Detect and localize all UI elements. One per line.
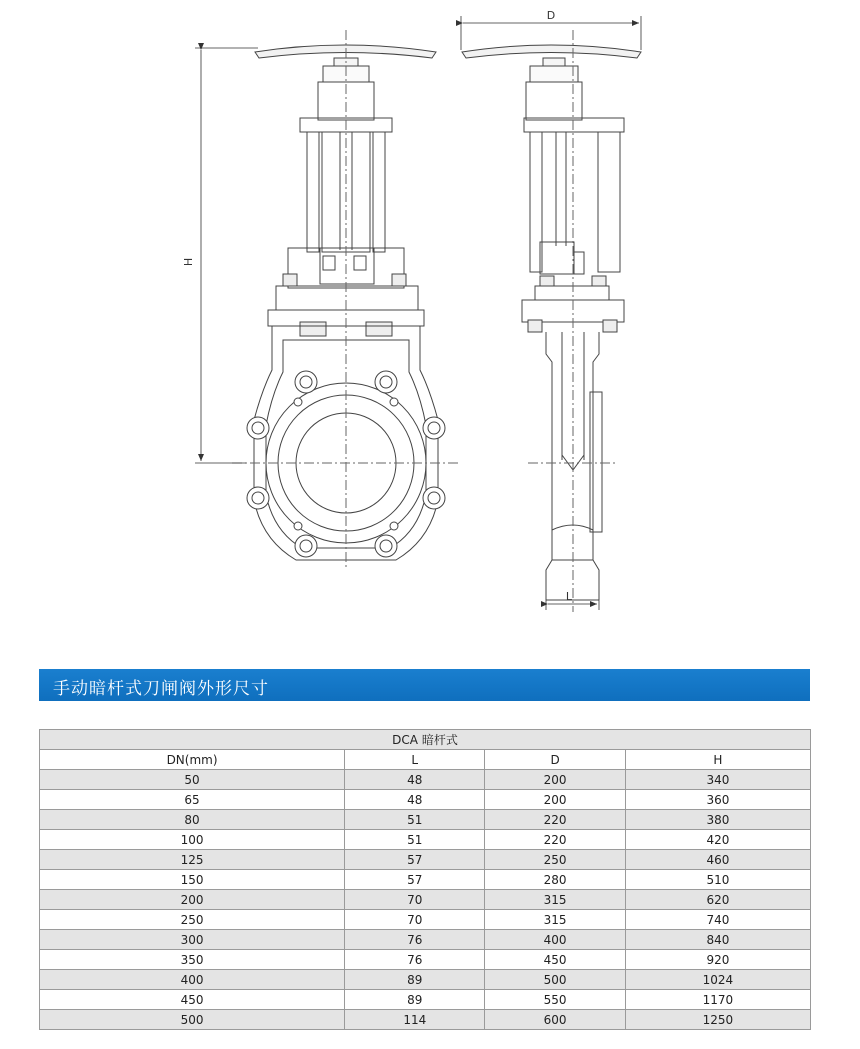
cell-h: 1250 (625, 1010, 810, 1030)
cell-l: 76 (345, 930, 485, 950)
table-row (40, 770, 811, 790)
cell-l: 76 (345, 950, 485, 970)
cell-h: 1170 (625, 990, 810, 1010)
table-header-row (40, 750, 811, 770)
cell-dn: 350 (40, 950, 345, 970)
table-row (40, 790, 811, 810)
cell-d: 220 (485, 830, 625, 850)
side-handwheel (462, 45, 641, 58)
cell-h: 340 (625, 770, 810, 790)
cell-d: 250 (485, 850, 625, 870)
table-row (40, 950, 811, 970)
dim-label-d: D (546, 9, 556, 22)
cell-d: 550 (485, 990, 625, 1010)
cell-d: 220 (485, 810, 625, 830)
section-title: 手动暗杆式刀闸阀外形尺寸 (53, 679, 269, 699)
cell-h: 920 (625, 950, 810, 970)
cell-h: 620 (625, 890, 810, 910)
cell-h: 380 (625, 810, 810, 830)
table-row (40, 870, 811, 890)
height-dimension (195, 48, 258, 463)
table-caption: DCA 暗杆式 (40, 730, 811, 750)
cell-l: 51 (345, 810, 485, 830)
section-banner (39, 669, 810, 701)
dim-label-h: H (182, 257, 195, 267)
cell-dn: 250 (40, 910, 345, 930)
table-row (40, 1010, 811, 1030)
cell-l: 48 (345, 770, 485, 790)
cell-d: 200 (485, 790, 625, 810)
cell-l: 51 (345, 830, 485, 850)
column-header-h: H (625, 750, 810, 770)
table-caption-row (40, 730, 811, 750)
cell-l: 114 (345, 1010, 485, 1030)
table-row (40, 970, 811, 990)
cell-d: 280 (485, 870, 625, 890)
cell-dn: 450 (40, 990, 345, 1010)
cell-l: 57 (345, 850, 485, 870)
side-view (462, 30, 641, 612)
cell-d: 500 (485, 970, 625, 990)
table-row (40, 910, 811, 930)
cell-h: 1024 (625, 970, 810, 990)
table-row (40, 990, 811, 1010)
cell-h: 460 (625, 850, 810, 870)
column-header-l: L (345, 750, 485, 770)
table-row (40, 890, 811, 910)
dimension-table (39, 729, 811, 1030)
cell-dn: 125 (40, 850, 345, 870)
table-row (40, 810, 811, 830)
cell-dn: 65 (40, 790, 345, 810)
cell-l: 70 (345, 910, 485, 930)
cell-h: 420 (625, 830, 810, 850)
cell-dn: 500 (40, 1010, 345, 1030)
cell-h: 840 (625, 930, 810, 950)
cell-dn: 400 (40, 970, 345, 990)
cell-h: 510 (625, 870, 810, 890)
cell-d: 200 (485, 770, 625, 790)
cell-l: 70 (345, 890, 485, 910)
cell-d: 315 (485, 890, 625, 910)
table-row (40, 930, 811, 950)
cell-l: 89 (345, 970, 485, 990)
cell-dn: 300 (40, 930, 345, 950)
dim-label-l: L (565, 590, 573, 603)
cell-l: 57 (345, 870, 485, 890)
column-header-dn: DN(mm) (40, 750, 345, 770)
cell-dn: 100 (40, 830, 345, 850)
cell-h: 740 (625, 910, 810, 930)
table-row (40, 830, 811, 850)
cell-dn: 50 (40, 770, 345, 790)
cell-dn: 150 (40, 870, 345, 890)
cell-d: 400 (485, 930, 625, 950)
cell-d: 450 (485, 950, 625, 970)
cell-l: 48 (345, 790, 485, 810)
cell-d: 600 (485, 1010, 625, 1030)
column-header-d: D (485, 750, 625, 770)
cell-h: 360 (625, 790, 810, 810)
cell-dn: 80 (40, 810, 345, 830)
cell-dn: 200 (40, 890, 345, 910)
cell-l: 89 (345, 990, 485, 1010)
cell-d: 315 (485, 910, 625, 930)
table-row (40, 850, 811, 870)
front-view (232, 30, 460, 570)
